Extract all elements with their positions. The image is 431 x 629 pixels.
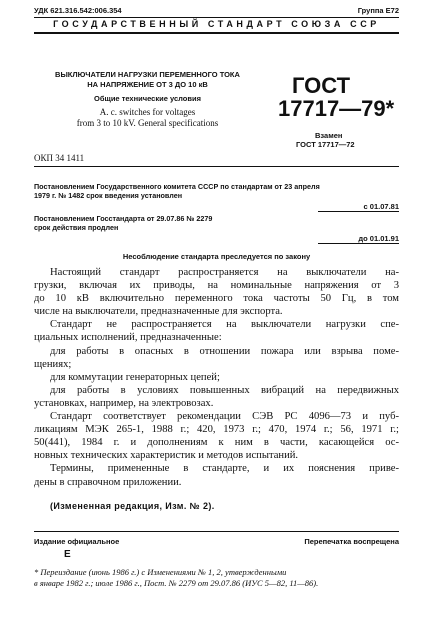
- okp-code: ОКП 34 1411: [34, 153, 85, 163]
- body-line: для коммутации генераторных цепей;: [50, 371, 220, 383]
- title-ru-line-1: ВЫКЛЮЧАТЕЛИ НАГРУЗКИ ПЕРЕМЕННОГО ТОКА: [55, 70, 240, 79]
- legal-notice: Несоблюдение стандарта преследуется по закону: [122, 252, 311, 261]
- standard-title: ГОСУДАРСТВЕННЫЙ СТАНДАРТ СОЮЗА ССР: [53, 19, 380, 29]
- gost-number: 17717—79*: [278, 96, 395, 121]
- okp-rule: [34, 166, 399, 167]
- body-line: для работы в условиях повышенных вибраций на передвижных: [50, 384, 399, 396]
- decree-1-rule: [318, 211, 399, 212]
- title-spec-ru: Общие технические условия: [94, 94, 201, 103]
- body-line: новных технических характеристик и методов испытаний.: [34, 450, 299, 462]
- body-line: ликациям МЭК 265-1, 1988 г.; 420, 1973 г.; 470, 1974 г.; 56, 1971 г.;: [34, 424, 399, 436]
- body-line: Стандарт не распространяется на выключатели нагрузки спе-: [50, 319, 399, 331]
- body-line: Стандарт соответствует рекомендации СЭВ PC 4096—73 и пуб-: [50, 411, 399, 423]
- replaces-label: Взамен: [315, 131, 343, 140]
- title-rule: [34, 32, 399, 34]
- replaces-value: ГОСТ 17717—72: [296, 140, 355, 149]
- top-rule: [34, 17, 399, 18]
- reprint-banned: Перепечатка воспрещена: [304, 537, 399, 546]
- title-ru-line-2: НА НАПРЯЖЕНИЕ ОТ 3 ДО 10 кВ: [87, 80, 208, 89]
- decree-2-date: до 01.01.91: [358, 234, 399, 243]
- body-line: установках, например, на электровозах.: [34, 397, 214, 409]
- body-line: 50(441), 1984 г. и дополнениям к ним в части, касающейся ос-: [34, 437, 399, 449]
- body-text: [34, 266, 399, 489]
- gost-label: ГОСТ: [292, 73, 351, 98]
- title-en-line-1: A. c. switches for voltages: [99, 107, 196, 117]
- udk-code: УДК 621.316.542:006.354: [34, 6, 122, 15]
- body-line: для работы в опасных в отношении пожара или взрыва поме-: [50, 345, 399, 357]
- decree-2-line-2: срок действия продлен: [34, 223, 119, 232]
- footnote-line-1: * Переиздание (июнь 1986 г.) с Изменениями № 1, 2, утвержденными: [34, 567, 287, 577]
- official-edition: Издание официальное: [34, 537, 120, 546]
- footer-rule: [34, 531, 399, 532]
- decree-2-line-1: Постановлением Госстандарта от 29.07.86 № 2279: [34, 214, 213, 223]
- edition-note: (Измененная редакция, Изм. № 2).: [50, 501, 215, 511]
- body-line: циальных исполнений, предназначенные:: [34, 332, 222, 344]
- decree-2-rule: [318, 243, 399, 244]
- group-code: Группа Е72: [357, 6, 399, 15]
- body-line: дены в справочном приложении.: [34, 476, 182, 488]
- title-en-line-2: from 3 to 10 kV. General specifications: [76, 118, 219, 128]
- body-line: до 10 кВ включительно переменного тока частоты 50 Гц, в том: [34, 293, 399, 305]
- body-line: числе на выключатели, предназначенные для экспорта.: [34, 306, 283, 318]
- body-line: Термины, примененные в стандарте, и их пояснения приве-: [50, 463, 399, 475]
- decree-1-date: с 01.07.81: [363, 202, 399, 211]
- decree-1-line-1: Постановлением Государственного комитета СССР по стандартам от 23 апреля: [34, 182, 320, 191]
- edition-letter: Е: [64, 549, 71, 560]
- footnote-line-2: в январе 1982 г.; июле 1986 г., Пост. № 2279 от 29.07.86 (ИУС 5—82, 11—86).: [34, 578, 319, 588]
- body-line: щениях;: [34, 358, 72, 370]
- body-line: грузки, включая их приводы, на номинальные напряжения от 3: [34, 280, 399, 292]
- decree-1-line-2: 1979 г. № 1482 срок введения установлен: [34, 191, 183, 200]
- body-line: Настоящий стандарт распространяется на выключатели на-: [50, 267, 399, 278]
